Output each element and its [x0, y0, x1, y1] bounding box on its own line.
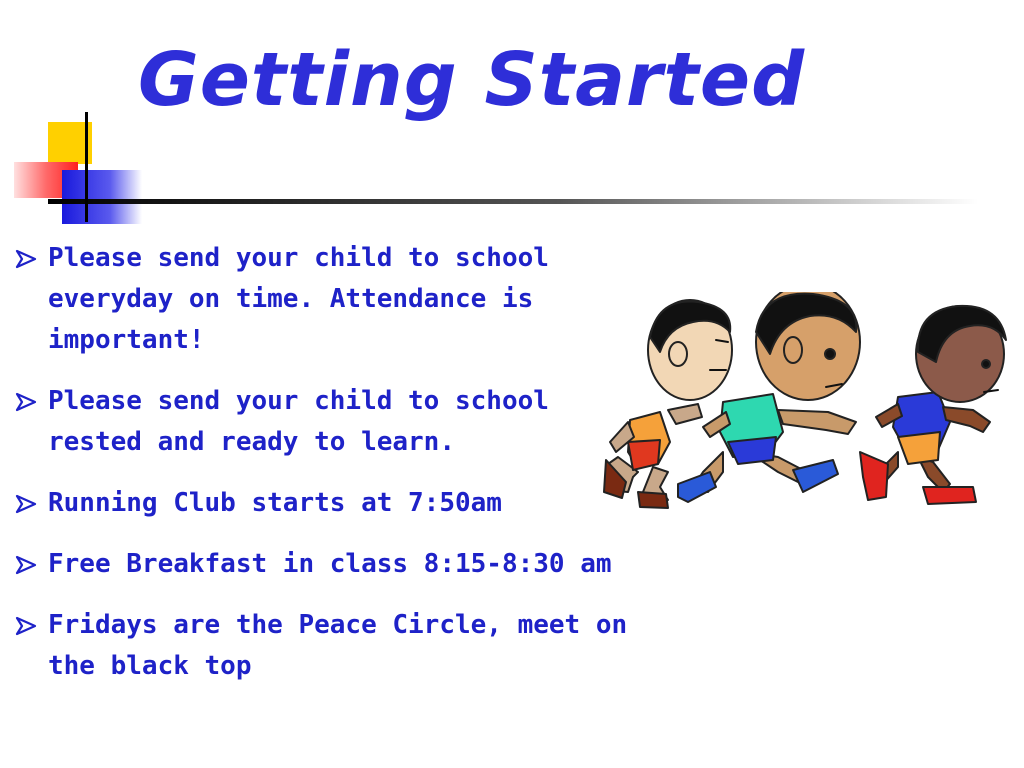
arrowhead-bullet-icon — [14, 555, 38, 575]
slide-title: Getting Started — [138, 37, 806, 123]
arrowhead-bullet-icon — [14, 494, 38, 514]
blue-gradient-bar — [62, 170, 142, 224]
bullet-item-peace-circle — [14, 605, 644, 687]
bullet-text: Fridays are the Peace Circle, meet on the black top — [48, 610, 628, 681]
horizontal-rule — [48, 199, 978, 204]
bullet-item-running-club — [14, 483, 644, 524]
bullet-item-rested — [14, 381, 644, 463]
bullet-list — [14, 238, 644, 707]
running-children-illustration — [598, 292, 1008, 517]
bullet-item-breakfast — [14, 544, 644, 585]
runner-right — [860, 306, 1006, 504]
bullet-text: Please send your child to school everyday on time. Attendance is important! — [48, 243, 549, 355]
vertical-rule — [85, 112, 88, 222]
arrowhead-bullet-icon — [14, 616, 38, 636]
bullet-text: Please send your child to school rested and ready to learn. — [48, 386, 549, 457]
arrowhead-bullet-icon — [14, 392, 38, 412]
bullet-text: Running Club starts at 7:50am — [48, 488, 502, 518]
arrowhead-bullet-icon — [14, 249, 38, 269]
bullet-text: Free Breakfast in class 8:15-8:30 am — [48, 549, 612, 579]
bullet-item-attendance — [14, 238, 644, 361]
